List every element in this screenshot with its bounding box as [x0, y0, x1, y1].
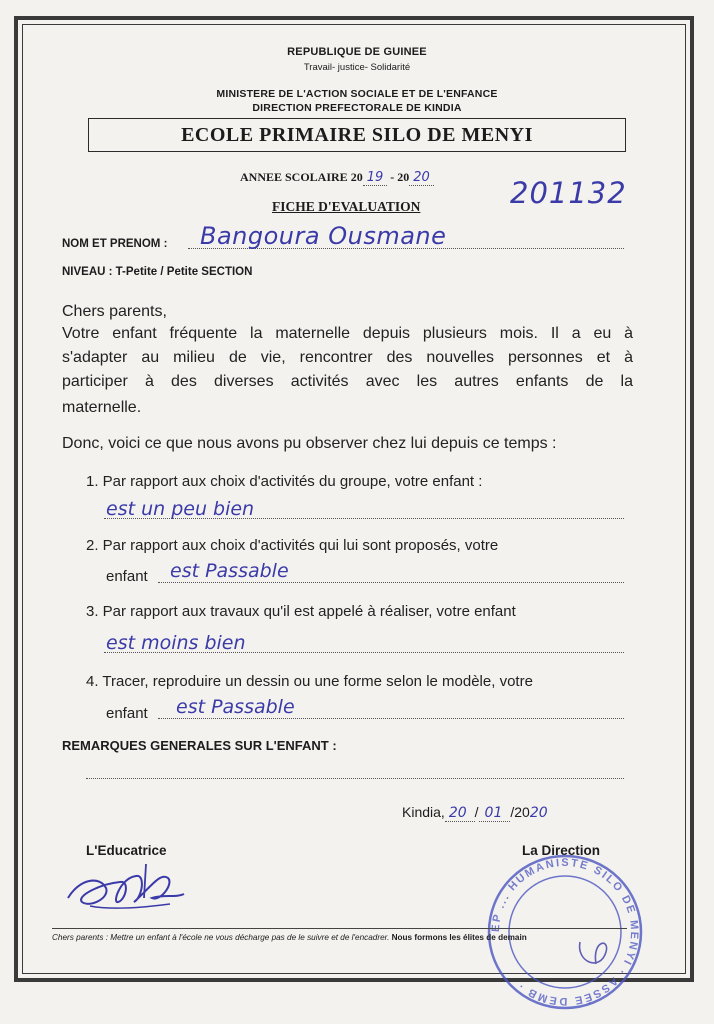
student-name-handwritten: Bangoura Ousmane [200, 222, 447, 250]
greeting: Chers parents, [62, 303, 167, 320]
educator-signature [60, 858, 190, 914]
form-number-handwritten: 201132 [510, 176, 627, 210]
date-day-handwritten: 20 [445, 805, 475, 822]
letter-line-4: maternelle. [62, 399, 142, 416]
ministry: MINISTERE DE L'ACTION SOCIALE ET DE L'ENFANCE [216, 88, 498, 100]
answer-4-handwritten: est Passable [176, 696, 295, 718]
school-year [240, 170, 434, 185]
date-line: Kindia, 20 / 01 /2020 [402, 804, 548, 821]
footer-rule [52, 928, 627, 929]
school-stamp [480, 852, 650, 1012]
intro-line: Donc, voici ce que nous avons pu observer chez lui depuis ce temps : [62, 435, 557, 452]
school-name: ECOLE PRIMAIRE SILO DE MENYI [88, 118, 626, 152]
date-place: Kindia, [402, 804, 445, 820]
date-year-handwritten: 20 [529, 805, 548, 821]
motto: Travail- justice- Solidarité [303, 62, 411, 73]
answer-3-handwritten: est moins bien [106, 632, 246, 654]
level-label: NIVEAU : T-Petite / Petite SECTION [62, 266, 253, 278]
form-title: FICHE D'EVALUATION [272, 199, 421, 214]
year-prefix: ANNEE SCOLAIRE 20 [240, 170, 363, 184]
answer-2-handwritten: est Passable [170, 560, 289, 582]
footer-motto: Nous formons les élites de demain [391, 933, 527, 942]
date-year-prefix: 20 [514, 804, 530, 820]
question-2-prefix: enfant [106, 568, 148, 585]
direction-label: La Direction [522, 843, 601, 858]
year-start-handwritten: 19 [363, 170, 388, 186]
letter-line-1: Votre enfant fréquente la maternelle depuis plusieurs mois. Il a eu à [62, 325, 633, 342]
question-2: 2. Par rapport aux choix d'activités qui lui sont proposés, votre [86, 537, 499, 554]
year-end-handwritten: 20 [409, 170, 434, 186]
republic-title: REPUBLIQUE DE GUINEE [287, 46, 427, 58]
remarks-label: REMARQUES GENERALES SUR L'ENFANT : [62, 738, 337, 753]
letter-line-2: s'adapter au milieu de vie, rencontrer des nouvelles personnes et à [62, 349, 633, 366]
remarks-dotted-line [86, 778, 624, 779]
question-3: 3. Par rapport aux travaux qu'il est appelé à réaliser, votre enfant [86, 603, 516, 620]
answer-4-dotted-line [158, 718, 624, 719]
educator-label: L'Educatrice [86, 843, 167, 858]
stamp-text: EP ... HUMANISTE SILO DE MENYI · ASSÉE DEMB · [489, 856, 641, 1008]
letter-line-3: participer à des diverses activités avec les autres enfants de la [62, 373, 633, 390]
year-mid: - 20 [390, 170, 410, 184]
footer-note [52, 933, 632, 942]
question-1: 1. Par rapport aux choix d'activités du groupe, votre enfant : [86, 473, 483, 490]
answer-1-handwritten: est un peu bien [106, 498, 255, 520]
question-4-prefix: enfant [106, 705, 148, 722]
direction: DIRECTION PREFECTORALE DE KINDIA [252, 102, 462, 114]
date-month-handwritten: 01 [479, 805, 511, 822]
name-label: NOM ET PRENOM : [62, 238, 168, 250]
question-4: 4. Tracer, reproduire un dessin ou une forme selon le modèle, votre [86, 673, 533, 690]
answer-2-dotted-line [158, 582, 624, 583]
footer-italic-text: Chers parents : Mettre un enfant à l'école ne vous décharge pas de le suivre et de l'encadrer. [52, 933, 390, 942]
